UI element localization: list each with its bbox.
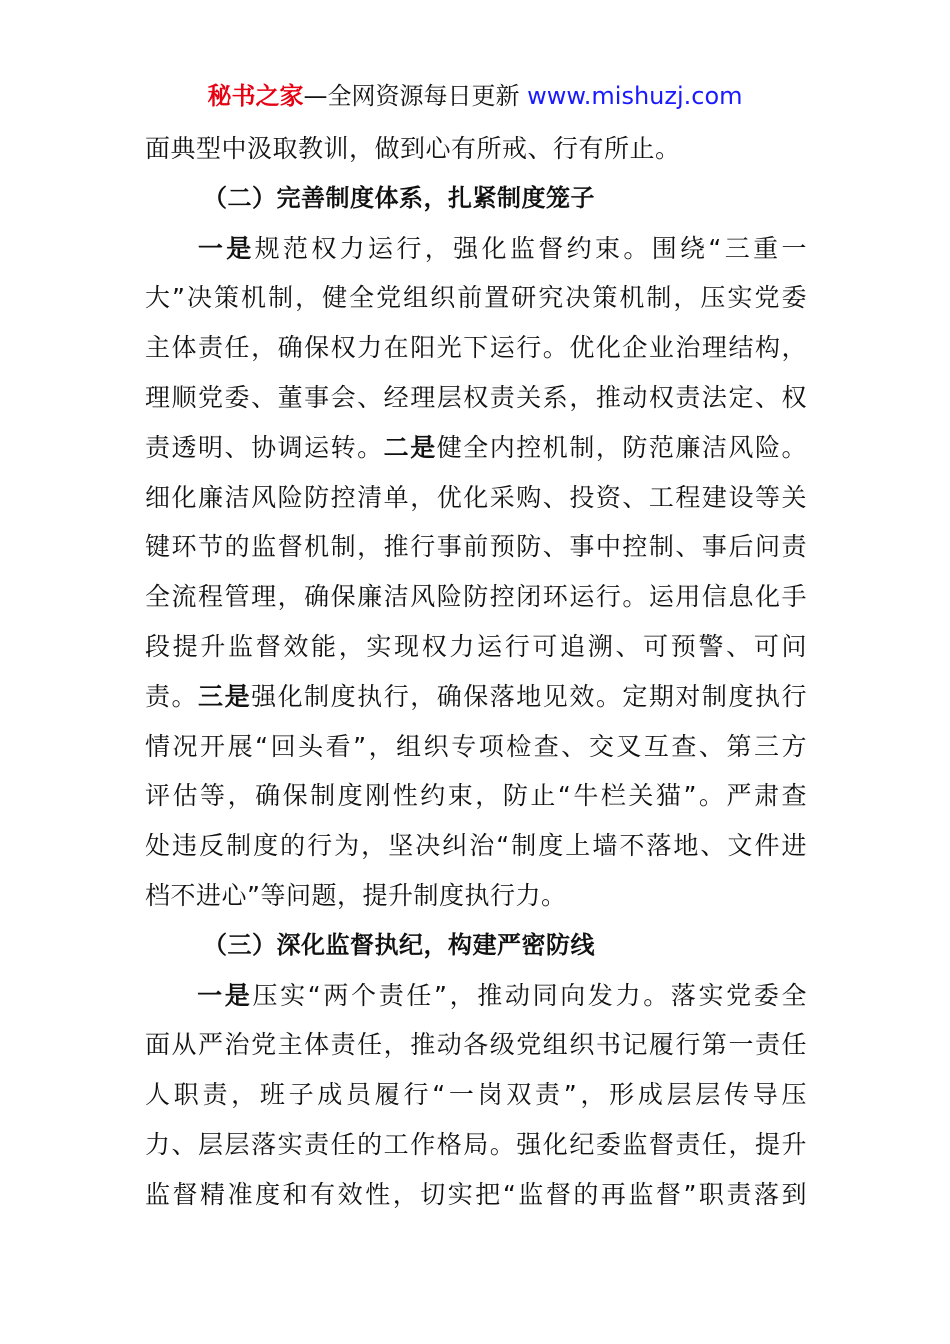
body-line: 监督精准度和有效性，切实把“监督的再监督”职责落到 <box>145 1179 807 1209</box>
body-line: 一是压实“两个责任”，推动同向发力。落实党委全 <box>195 980 807 1010</box>
body-line: 处违反制度的行为，坚决纠治“制度上墙不落地、文件进 <box>145 831 807 861</box>
site-url-link[interactable]: www.mishuzj.com <box>527 82 743 110</box>
body-line: 档不进心”等问题，提升制度执行力。 <box>145 880 567 910</box>
body-line: 细化廉洁风险防控清单，优化采购、投资、工程建设等关 <box>145 482 807 512</box>
body-line: 全流程管理，确保廉洁风险防控闭环运行。运用信息化手 <box>145 582 807 612</box>
bold-lead: 二是 <box>383 432 437 462</box>
bold-lead: 一是 <box>195 233 255 263</box>
body-line: 人职责，班子成员履行“一岗双责”，形成层层传导压 <box>145 1080 807 1110</box>
body-line: 理顺党委、董事会、经理层权责关系，推动权责法定、权 <box>145 382 807 412</box>
body-line: 键环节的监督机制，推行事前预防、事中控制、事后问责 <box>145 532 807 562</box>
section-heading: （三）深化监督执纪，构建严密防线 <box>203 930 595 959</box>
brand-name: 秘书之家 <box>207 82 304 110</box>
header-tagline: —全网资源每日更新 <box>303 82 528 110</box>
body-line: 面从严治党主体责任，推动各级党组织书记履行第一责任 <box>145 1030 807 1060</box>
bold-lead: 三是 <box>198 681 252 711</box>
body-line: 主体责任，确保权力在阳光下运行。优化企业治理结构， <box>145 333 807 363</box>
body-line: 大”决策机制，健全党组织前置研究决策机制，压实党委 <box>145 283 807 313</box>
site-header <box>0 80 950 112</box>
body-line: 一是规范权力运行，强化监督约束。围绕“三重一 <box>195 233 807 263</box>
bold-lead: 一是 <box>195 980 253 1010</box>
body-line: 力、层层落实责任的工作格局。强化纪委监督责任，提升 <box>145 1129 807 1159</box>
body-line: 情况开展“回头看”，组织专项检查、交叉互查、第三方 <box>145 731 807 761</box>
body-line: 评估等，确保制度刚性约束，防止“牛栏关猫”。严肃查 <box>145 781 807 811</box>
section-heading: （二）完善制度体系，扎紧制度笼子 <box>203 183 595 212</box>
body-line: 责。三是强化制度执行，确保落地见效。定期对制度执行 <box>145 681 807 711</box>
body-line: 段提升监督效能，实现权力运行可追溯、可预警、可问 <box>145 631 807 661</box>
document-body <box>145 124 807 1220</box>
body-line: 面典型中汲取教训，做到心有所戒、行有所止。 <box>145 134 681 163</box>
body-line: 责透明、协调运转。二是健全内控机制，防范廉洁风险。 <box>145 432 807 462</box>
